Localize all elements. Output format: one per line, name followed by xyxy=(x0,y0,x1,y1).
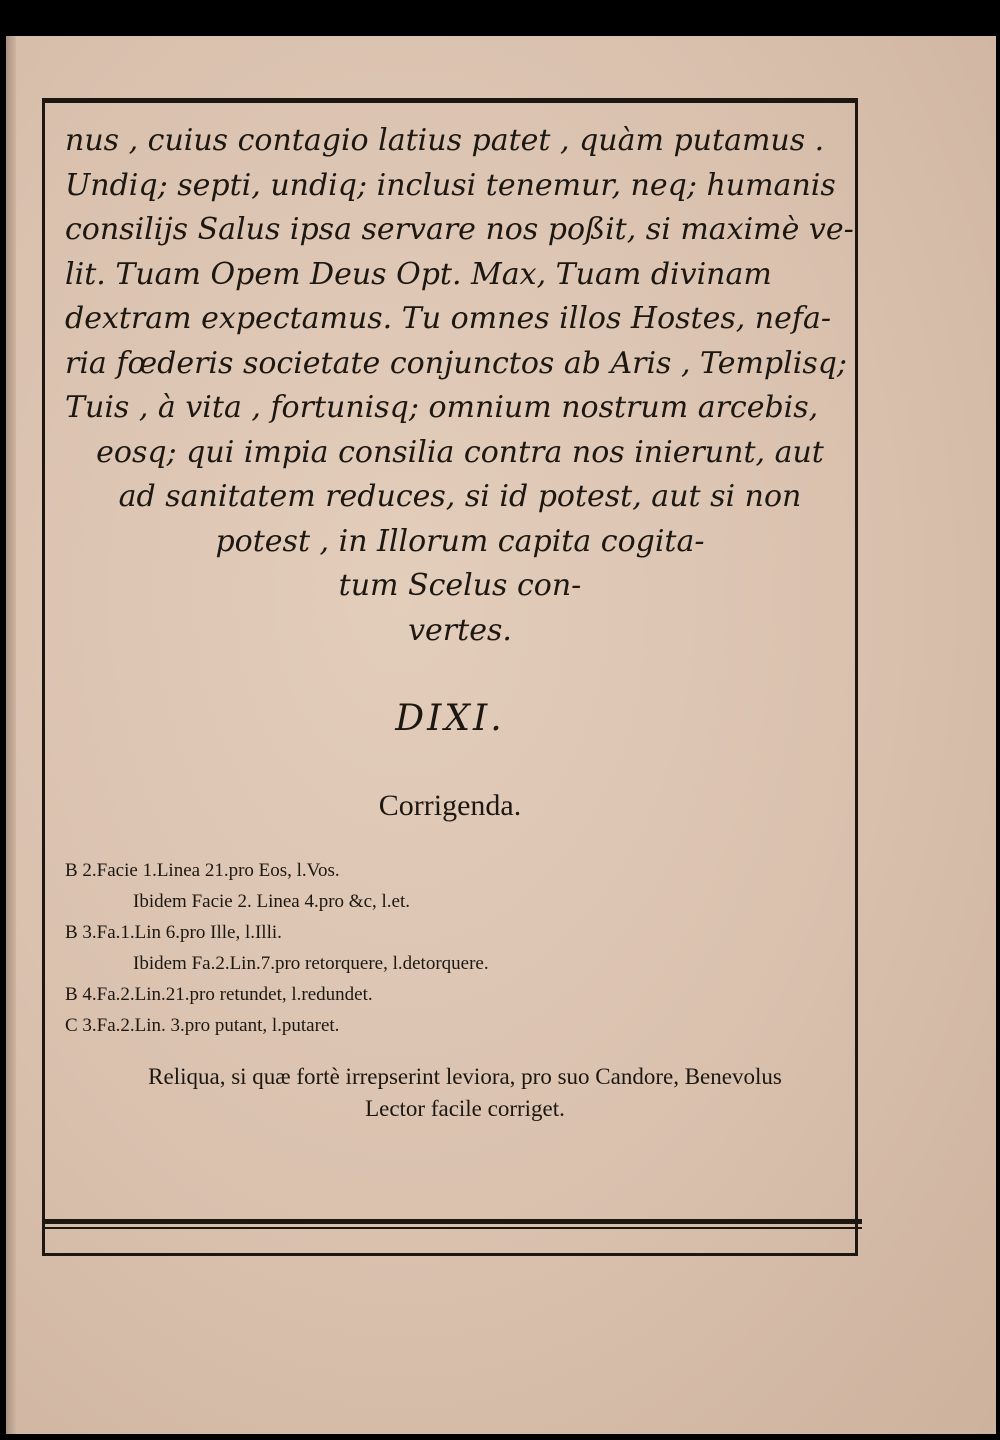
errata-list xyxy=(65,855,845,1041)
errata-row: B 3.Fa.1.Lin 6.pro Ille, l.Illi. xyxy=(65,922,282,943)
text-frame xyxy=(42,98,858,1256)
book-page xyxy=(6,36,996,1434)
signoff: DIXI. xyxy=(395,698,505,739)
errata-row: B 2.Facie 1.Linea 21.pro Eos, l.Vos. xyxy=(65,860,340,881)
corrigenda-title: Corrigenda. xyxy=(378,789,522,822)
text-line: nus , cuius contagio latius patet , quàm putamus . xyxy=(65,123,825,158)
text-line: consilijs Salus ipsa servare nos poßit, si maximè ve- xyxy=(65,212,854,247)
bottom-rule-thin xyxy=(42,1227,862,1229)
errata-row: Ibidem Fa.2.Lin.7.pro retorquere, l.detorquere. xyxy=(133,953,489,974)
text-line: lit. Tuam Opem Deus Opt. Max, Tuam divinam xyxy=(65,256,772,292)
errata-row: C 3.Fa.2.Lin. 3.pro putant, l.putaret. xyxy=(65,1015,340,1036)
text-line: Tuis , à vita , fortunisq; omnium nostrum arcebis, xyxy=(65,390,819,425)
text-line: dextram expectamus. Tu omnes illos Hostes, nefa- xyxy=(65,301,832,336)
text-line: eosq; qui impia consilia contra nos inierunt, aut xyxy=(96,434,824,470)
main-paragraph xyxy=(65,119,855,653)
errata-row: B 4.Fa.2.Lin.21.pro retundet, l.redundet. xyxy=(65,984,373,1005)
closing-note: Reliqua, si quæ fortè irrepserint leviora, pro suo Candore, Benevolus Lector facile corriget. xyxy=(148,1064,782,1121)
text-line: ria fœderis societate conjunctos ab Aris , Templisq; xyxy=(65,345,848,381)
text-line: ad sanitatem reduces, si id potest, aut si non xyxy=(118,479,802,514)
text-line: potest , in Illorum capita cogita- xyxy=(215,523,705,559)
bottom-rule-thick xyxy=(42,1219,862,1224)
text-line: tum Scelus con- xyxy=(338,568,582,603)
page-spine-shadow xyxy=(6,36,16,1434)
text-line: vertes. xyxy=(408,612,512,648)
text-line: Undiq; septi, undiq; inclusi tenemur, neq; humanis xyxy=(65,167,836,203)
errata-row: Ibidem Facie 2. Linea 4.pro &c, l.et. xyxy=(133,891,410,912)
